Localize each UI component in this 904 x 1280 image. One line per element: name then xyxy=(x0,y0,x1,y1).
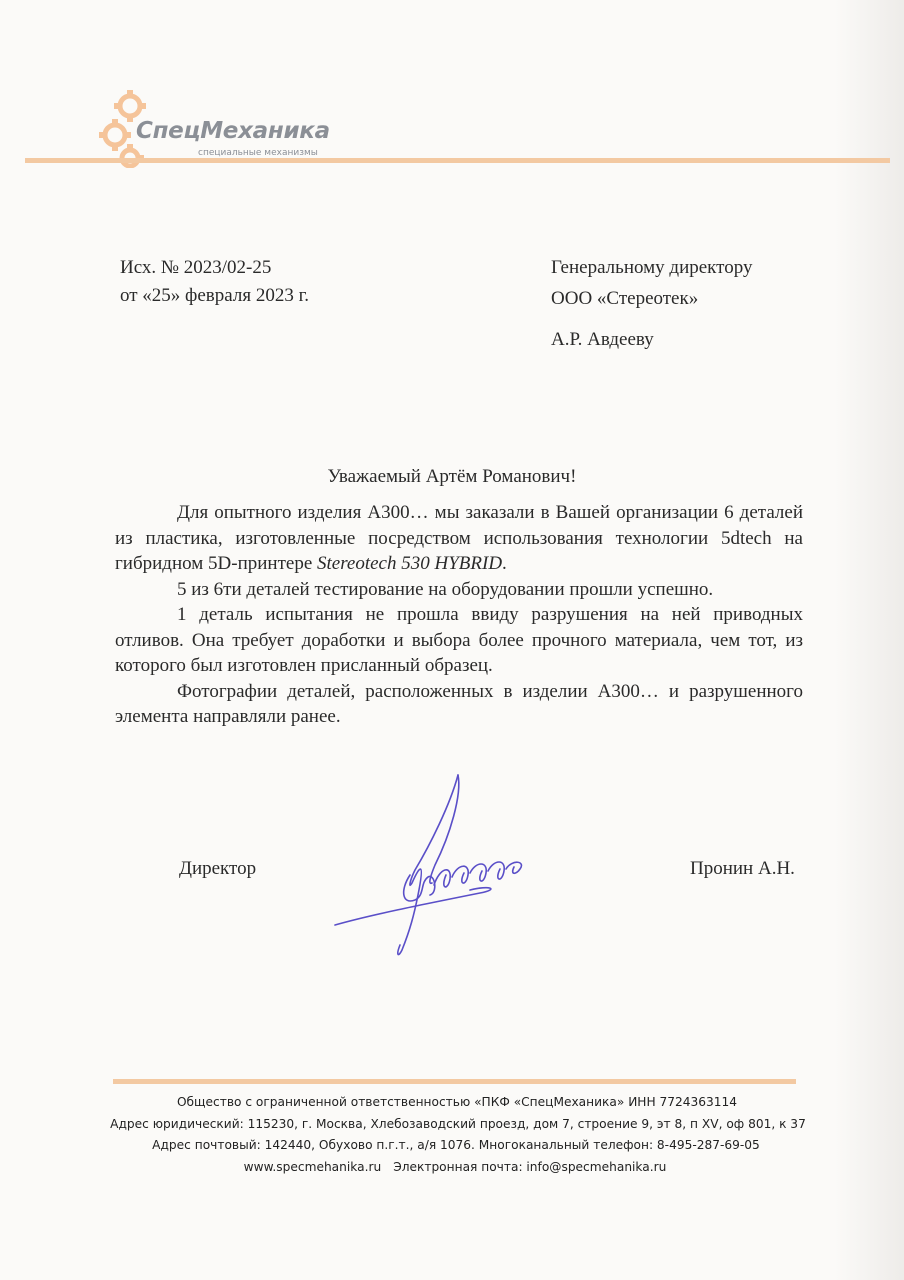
printer-model: Stereotech 530 HYBRID xyxy=(317,553,503,574)
paragraph-3: 1 деталь испытания не прошла ввиду разрушения на ней приводных отливов. Она требует доработки и выбора более прочного материала, чем тот, из которого был изготовлен присланный образец. xyxy=(115,604,803,676)
footer-postal-address: Адрес почтовый: 142440, Обухово п.г.т., а/я 1076. Многоканальный телефон: 8-495-287-69-05 xyxy=(152,1138,760,1152)
paragraph-1-end: . xyxy=(502,553,507,574)
reference-number: Исх. № 2023/02-25 xyxy=(120,257,272,278)
footer-website: www.specmehanika.ru xyxy=(243,1159,382,1174)
addressee-position: Генеральному директору xyxy=(551,257,753,278)
paragraph-1 xyxy=(115,500,803,577)
company-logo-tagline: специальные механизмы xyxy=(198,148,318,158)
addressee-company: ООО «Стереотек» xyxy=(551,288,699,309)
footer-legal-address: Адрес юридический: 115230, г. Москва, Хлебозаводский проезд, дом 7, строение 9, эт 8, п XV, оф 801, к 37 xyxy=(110,1116,806,1131)
page-edge-shadow xyxy=(834,0,904,1280)
letter-body xyxy=(115,500,803,730)
company-logo-name: СпецМеханика xyxy=(136,118,330,144)
signatory-name: Пронин А.Н. xyxy=(690,858,795,879)
header-divider xyxy=(25,158,890,163)
footer-divider xyxy=(113,1079,796,1084)
salutation: Уважаемый Артём Романович! xyxy=(327,466,577,487)
addressee-name: А.Р. Авдееву xyxy=(551,329,654,350)
footer-company-line: Общество с ограниченной ответственностью «ПКФ «СпецМеханика» ИНН 7724363114 xyxy=(176,1095,738,1109)
outgoing-reference xyxy=(120,254,309,310)
paragraph-2: 5 из 6ти деталей тестирование на оборудовании прошли успешно. xyxy=(177,578,714,600)
company-logo xyxy=(96,88,336,168)
company-footer xyxy=(0,1092,904,1178)
signatory-title: Директор xyxy=(179,858,257,879)
addressee-block xyxy=(551,252,752,355)
paragraph-4: Фотографии деталей, расположенных в изделии А300… и разрушенного элемента направляли ранее. xyxy=(115,680,803,727)
footer-email: Электронная почта: info@specmehanika.ru xyxy=(393,1159,667,1174)
paragraph-1-text: Для опытного изделия А300… мы заказали в Вашей организации 6 деталей из пластика, изготовленные посредством использования технологии 5dtech на гибридном 5D-принтере xyxy=(115,502,803,574)
handwritten-signature xyxy=(330,765,560,965)
footer-contacts xyxy=(6,1157,904,1179)
reference-date: от «25» февраля 2023 г. xyxy=(120,285,309,306)
